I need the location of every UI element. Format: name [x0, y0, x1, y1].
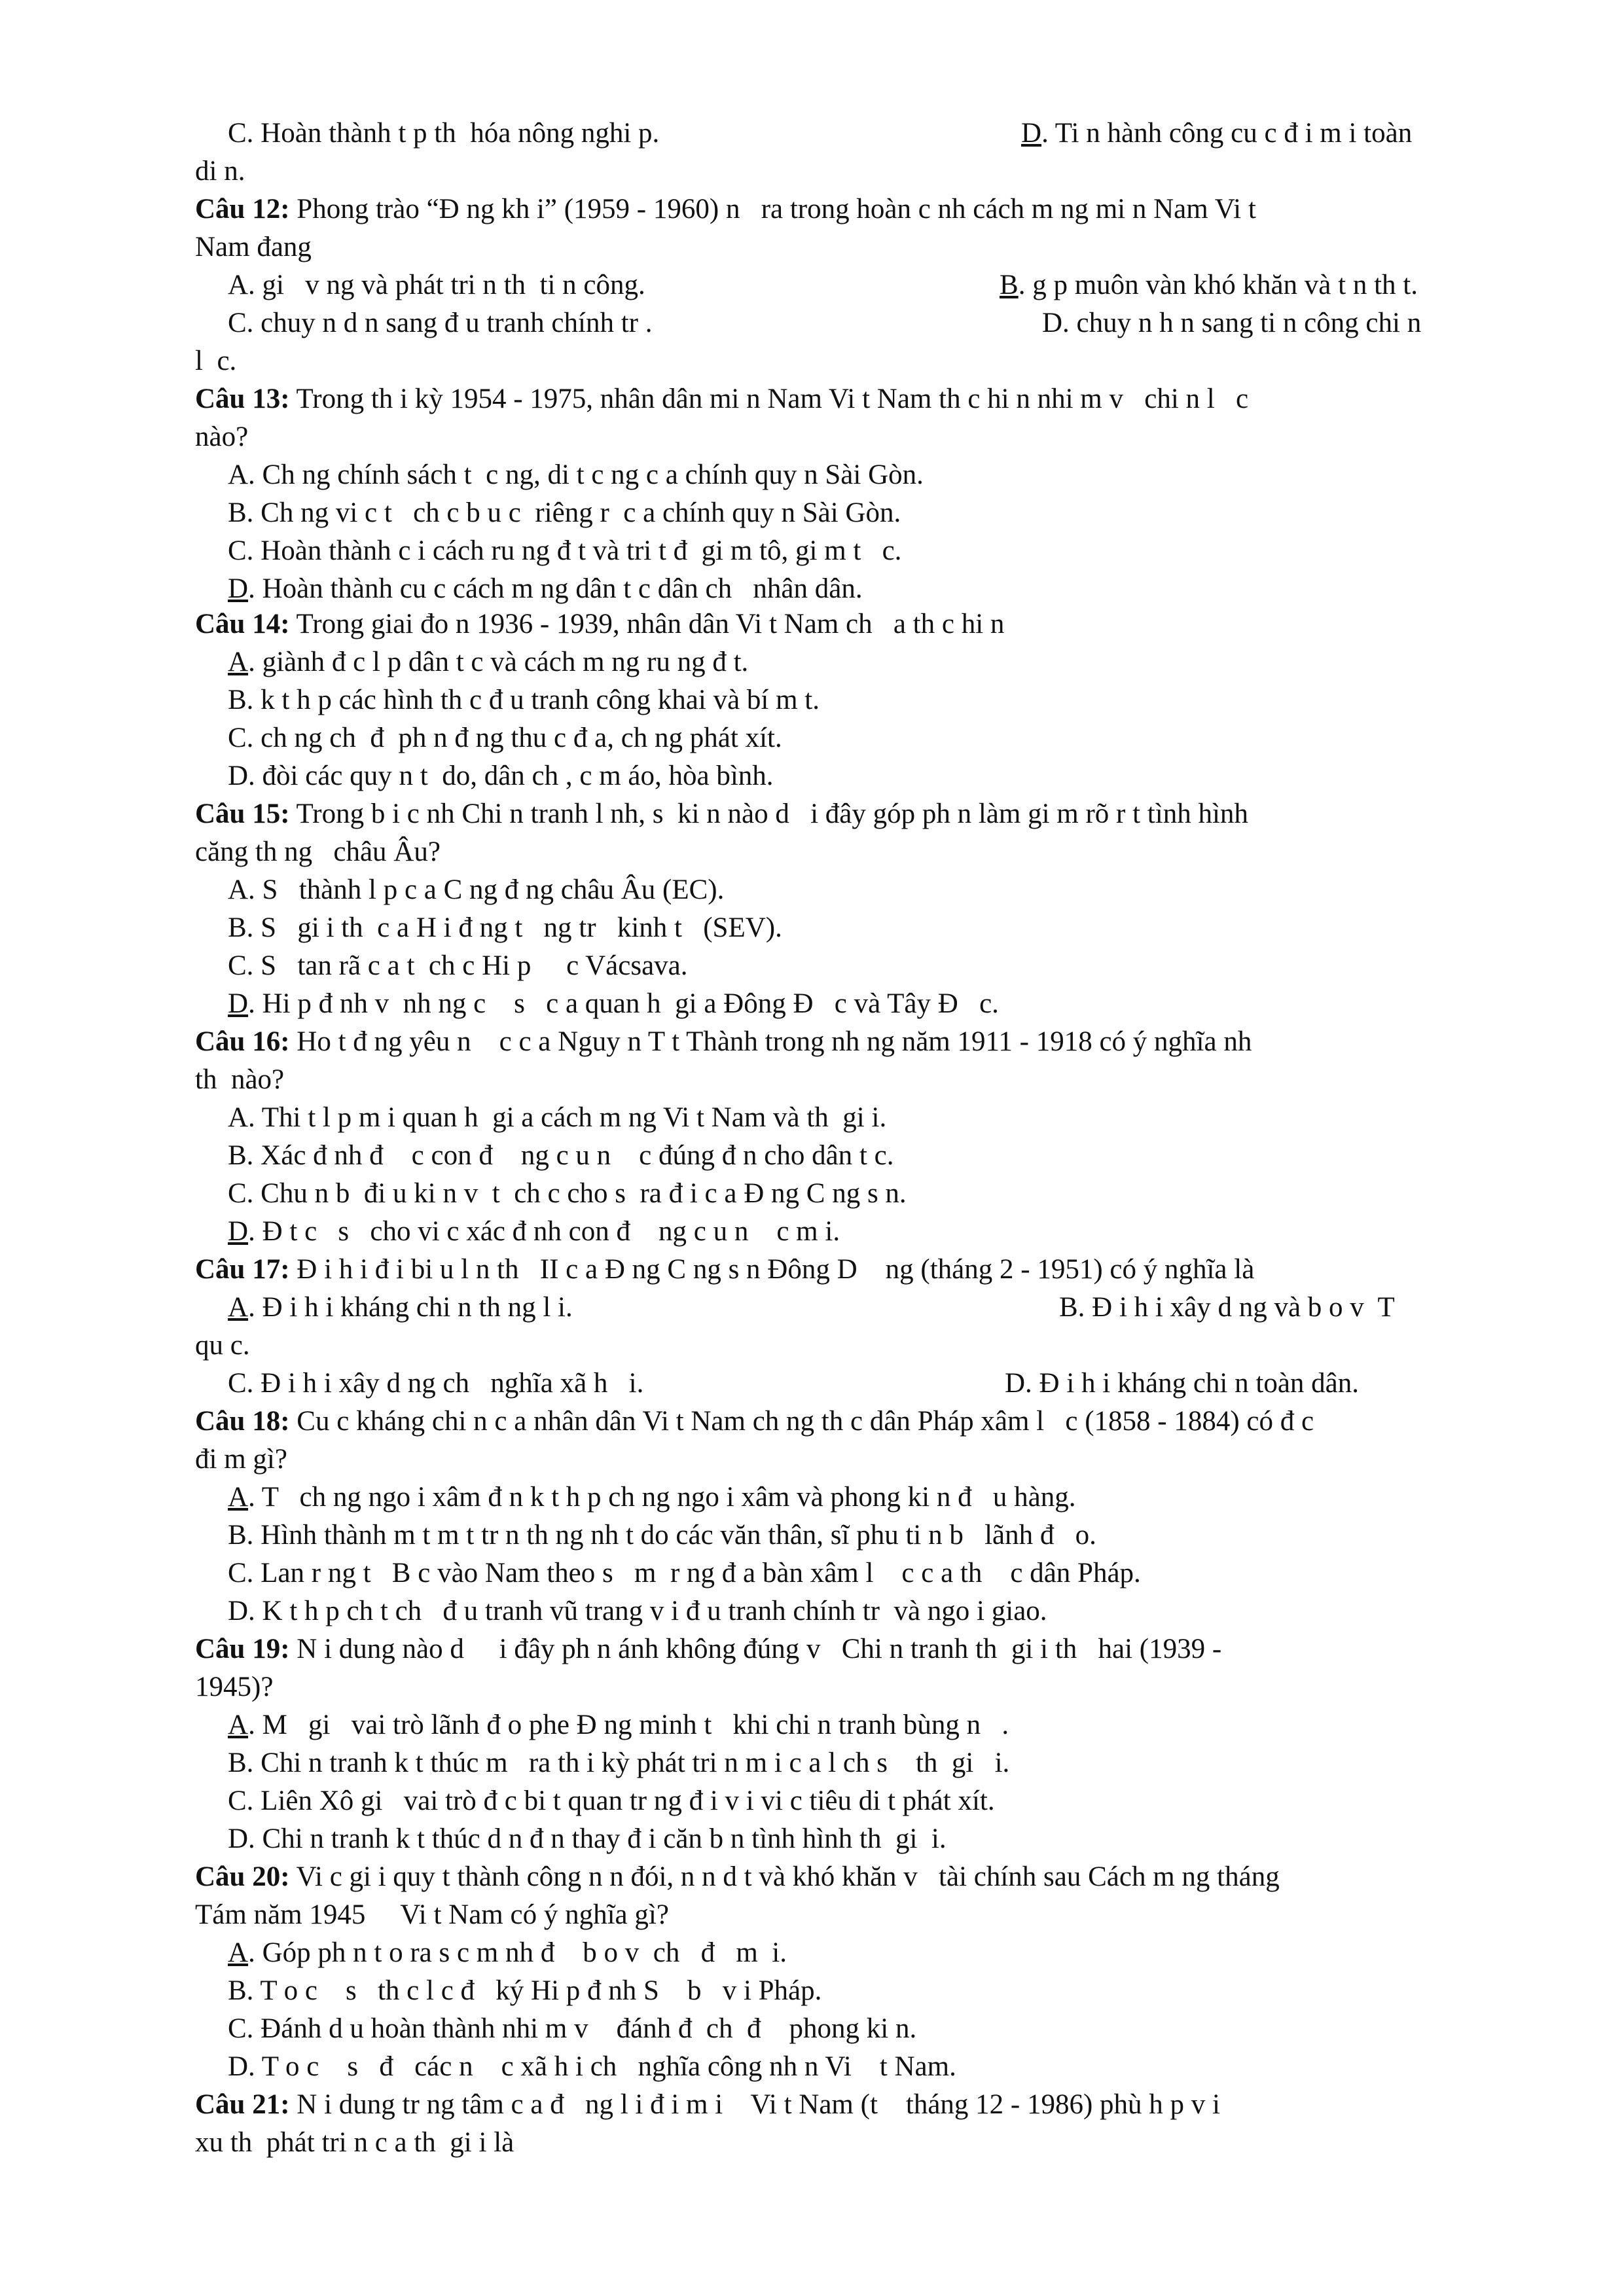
q12-option-d: D. chuy n h n sang ti n công chi n [1042, 308, 1422, 338]
q14-option-a: A. giành đ c l p dân t c và cách m ng ru ng đ t. [228, 647, 749, 677]
q14-label: Câu 14: [195, 609, 290, 639]
q19-stem: Câu 19: N i dung nào d i đây ph n ánh không đúng v Chi n tranh th gi i th hai (1939 - [195, 1634, 1222, 1664]
q12-label: Câu 12: [195, 194, 290, 224]
q12-answer-letter: B [1000, 270, 1019, 300]
q13-stem: Câu 13: Trong th i kỳ 1954 - 1975, nhân dân mi n Nam Vi t Nam th c hi n nhi m v chi n l c [195, 384, 1249, 414]
q17-label: Câu 17: [195, 1254, 290, 1285]
q16-option-b: B. Xác đ nh đ c con đ ng c u n c đúng đ n cho dân t c. [228, 1140, 894, 1171]
q16-stem-cont: th nào? [195, 1064, 285, 1095]
q15-option-d: D. Hi p đ nh v nh ng c s c a quan h gi a Đông Đ c và Tây Đ c. [228, 988, 999, 1019]
q19-option-a: A. M gi vai trò lãnh đ o phe Đ ng minh t khi chi n tranh bùng n . [228, 1710, 1009, 1740]
q19-answer-letter: A [228, 1710, 249, 1740]
q20-answer-letter: A [228, 1937, 249, 1968]
q15-stem-cont: căng th ng châu Âu? [195, 836, 441, 867]
q15-option-a: A. S thành l p c a C ng đ ng châu Âu (EC). [228, 874, 725, 905]
q16-stem: Câu 16: Ho t đ ng yêu n c c a Nguy n T t Thành trong nh ng năm 1911 - 1918 có ý nghĩa nh [195, 1026, 1252, 1057]
q16-option-d: D. Đ t c s cho vi c xác đ nh con đ ng c u n c m i. [228, 1216, 840, 1247]
q19-option-b: B. Chi n tranh k t thúc m ra th i kỳ phát tri n m i c a l ch s th gi i. [228, 1748, 1010, 1778]
q17-option-b: B. Đ i h i xây d ng và b o v T [1059, 1292, 1395, 1323]
q19-stem-cont: 1945)? [195, 1672, 274, 1702]
q20-stem-cont: Tám năm 1945 Vi t Nam có ý nghĩa gì? [195, 1899, 669, 1930]
q14-option-b: B. k t h p các hình th c đ u tranh công khai và bí m t. [228, 685, 820, 715]
q15-option-b: B. S gi i th c a H i đ ng t ng tr kinh t (SEV). [228, 912, 782, 943]
q15-answer-letter: D [228, 988, 249, 1019]
q13-label: Câu 13: [195, 384, 290, 414]
q19-option-d: D. Chi n tranh k t thúc d n đ n thay đ i căn b n tình hình th gi i. [228, 1823, 947, 1854]
q19-label: Câu 19: [195, 1634, 290, 1664]
q21-label: Câu 21: [195, 2089, 290, 2120]
q12-stem: Câu 12: Phong trào “Đ ng kh i” (1959 - 1960) n ra trong hoàn c nh cách m ng mi n Nam Vi t [195, 194, 1256, 224]
q21-stem-cont: xu th phát tri n c a th gi i là [195, 2127, 514, 2158]
q12-option-a: A. gi v ng và phát tri n th ti n công. [228, 270, 645, 300]
q17-option-c: C. Đ i h i xây d ng ch nghĩa xã h i. [228, 1368, 644, 1399]
q14-answer-letter: A [228, 647, 249, 677]
q21-stem: Câu 21: N i dung tr ng tâm c a đ ng l i đ i m i Vi t Nam (t tháng 12 - 1986) phù h p v i [195, 2089, 1221, 2120]
q18-option-b: B. Hình thành m t m t tr n th ng nh t do các văn thân, sĩ phu ti n b lãnh đ o. [228, 1520, 1096, 1551]
q13-option-a: A. Ch ng chính sách t c ng, di t c ng c a chính quy n Sài Gòn. [228, 459, 924, 490]
q11-option-d-cont: di n. [195, 156, 245, 187]
q16-option-a: A. Thi t l p m i quan h gi a cách m ng Vi t Nam và th gi i. [228, 1102, 887, 1133]
q20-option-d: D. T o c s đ các n c xã h i ch nghĩa công nh n Vi t Nam. [228, 2051, 956, 2082]
q20-stem: Câu 20: Vi c gi i quy t thành công n n đói, n n d t và khó khăn v tài chính sau Cách m ng tháng [195, 1861, 1280, 1892]
q15-label: Câu 15: [195, 798, 290, 829]
q18-answer-letter: A [228, 1482, 249, 1513]
q17-stem: Câu 17: Đ i h i đ i bi u l n th II c a Đ ng C ng s n Đông D ng (tháng 2 - 1951) có ý nghĩa là [195, 1254, 1255, 1285]
q20-option-c: C. Đánh d u hoàn thành nhi m v đánh đ ch đ phong ki n. [228, 2013, 917, 2044]
q18-stem-cont: đi m gì? [195, 1444, 287, 1475]
q18-option-a: A. T ch ng ngo i xâm đ n k t h p ch ng ngo i xâm và phong ki n đ u hàng. [228, 1482, 1076, 1513]
q13-answer-letter: D [228, 573, 249, 604]
q12-option-b: B. g p muôn vàn khó khăn và t n th t. [1000, 270, 1418, 300]
q18-option-c: C. Lan r ng t B c vào Nam theo s m r ng đ a bàn xâm l c c a th c dân Pháp. [228, 1558, 1141, 1588]
q16-option-c: C. Chu n b đi u ki n v t ch c cho s ra đ i c a Đ ng C ng s n. [228, 1178, 907, 1209]
q11-option-d: D. Ti n hành công cu c đ i m i toàn [1021, 118, 1413, 149]
q17-option-d: D. Đ i h i kháng chi n toàn dân. [1005, 1368, 1359, 1399]
q13-stem-cont: nào? [195, 422, 249, 452]
q18-label: Câu 18: [195, 1406, 290, 1437]
q16-label: Câu 16: [195, 1026, 290, 1057]
q13-option-c: C. Hoàn thành c i cách ru ng đ t và tri t đ gi m tô, gi m t c. [228, 535, 902, 566]
q17-answer-letter: A [228, 1292, 249, 1323]
q18-stem: Câu 18: Cu c kháng chi n c a nhân dân Vi t Nam ch ng th c dân Pháp xâm l c (1858 - 1884) có đ c [195, 1406, 1314, 1437]
q13-option-d: D. Hoàn thành cu c cách m ng dân t c dân ch nhân dân. [228, 573, 863, 604]
q20-option-b: B. T o c s th c l c đ ký Hi p đ nh S b v i Pháp. [228, 1975, 822, 2006]
q20-option-a: A. Góp ph n t o ra s c m nh đ b o v ch đ m i. [228, 1937, 787, 1968]
q12-option-d-cont: l c. [195, 346, 237, 376]
q13-option-b: B. Ch ng vi c t ch c b u c riêng r c a chính quy n Sài Gòn. [228, 497, 901, 528]
q12-option-c: C. chuy n d n sang đ u tranh chính tr . [228, 308, 653, 338]
q17-option-b-cont: qu c. [195, 1330, 250, 1361]
q15-stem: Câu 15: Trong b i c nh Chi n tranh l nh, s ki n nào d i đây góp ph n làm gi m rõ r t tình hình [195, 798, 1248, 829]
q11-answer-letter: D [1021, 118, 1042, 149]
q14-stem: Câu 14: Trong giai đo n 1936 - 1939, nhân dân Vi t Nam ch a th c hi n [195, 609, 1005, 639]
q14-option-c: C. ch ng ch đ ph n đ ng thu c đ a, ch ng phát xít. [228, 723, 782, 753]
q14-option-d: D. đòi các quy n t do, dân ch , c m áo, hòa bình. [228, 761, 774, 791]
q11-option-c: C. Hoàn thành t p th hóa nông nghi p. [228, 118, 660, 149]
q15-option-c: C. S tan rã c a t ch c Hi p c Vácsava. [228, 950, 688, 981]
q18-option-d: D. K t h p ch t ch đ u tranh vũ trang v i đ u tranh chính tr và ngo i giao. [228, 1596, 1047, 1626]
q12-stem-cont: Nam đang [195, 232, 312, 262]
q19-option-c: C. Liên Xô gi vai trò đ c bi t quan tr ng đ i v i vi c tiêu di t phát xít. [228, 1785, 995, 1816]
q16-answer-letter: D [228, 1216, 249, 1247]
q17-option-a: A. Đ i h i kháng chi n th ng l i. [228, 1292, 573, 1323]
q20-label: Câu 20: [195, 1861, 290, 1892]
